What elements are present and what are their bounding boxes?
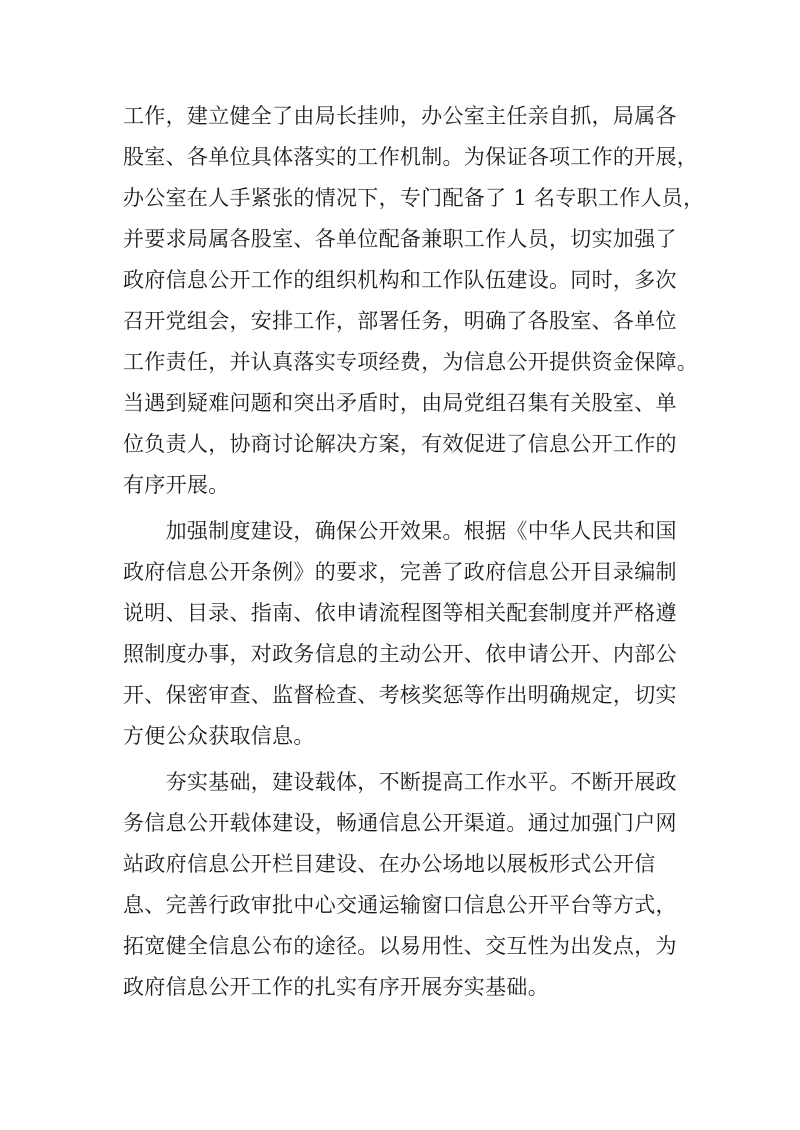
text-line: 股室、各单位具体落实的工作机制。为保证各项工作的开展， <box>123 145 699 169</box>
text-line: 工作责任，并认真落实专项经费，为信息公开提供资金保障。 <box>123 350 699 374</box>
text-line: 政府信息公开工作的组织机构和工作队伍建设。同时，多次 <box>123 268 677 292</box>
text-line: 开、保密审查、监督检查、考核奖惩等作出明确规定，切实 <box>123 683 677 707</box>
text-line: 政府信息公开工作的扎实有序开展夯实基础。 <box>123 975 549 999</box>
text-line: 说明、目录、指南、依申请流程图等相关配套制度并严格遵 <box>123 601 677 625</box>
text-line: 召开党组会，安排工作，部署任务，明确了各股室、各单位 <box>123 309 677 333</box>
text-line: 工作，建立健全了由局长挂帅，办公室主任亲自抓，局属各 <box>123 104 677 128</box>
text-line: 并要求局属各股室、各单位配备兼职工作人员，切实加强了 <box>123 227 677 251</box>
text-line: 位负责人，协商讨论解决方案，有效促进了信息公开工作的 <box>123 432 677 456</box>
text-line: 照制度办事，对政务信息的主动公开、依申请公开、内部公 <box>123 642 677 666</box>
paragraph-3 <box>123 762 693 1008</box>
paragraph-2 <box>123 511 693 757</box>
body-text <box>123 96 705 1008</box>
text-line: 政府信息公开条例》的要求，完善了政府信息公开目录编制 <box>123 560 677 584</box>
text-line: 务信息公开载体建设，畅通信息公开渠道。通过加强门户网 <box>123 811 677 835</box>
text-line: 有序开展。 <box>123 473 230 497</box>
text-line: 息、完善行政审批中心交通运输窗口信息公开平台等方式， <box>123 893 677 917</box>
text-line: 当遇到疑难问题和突出矛盾时，由局党组召集有关股室、单 <box>123 391 677 415</box>
text-line: 方便公众获取信息。 <box>123 724 315 748</box>
text-line: 拓宽健全信息公布的途径。以易用性、交互性为出发点，为 <box>123 934 677 958</box>
text-line: 办公室在人手紧张的情况下，专门配备了 1 名专职工作人员， <box>123 186 705 210</box>
text-line: 夯实基础，建设载体，不断提高工作水平。不断开展政 <box>123 770 677 794</box>
text-line: 站政府信息公开栏目建设、在办公场地以展板形式公开信 <box>123 852 656 876</box>
paragraph-1 <box>123 96 705 506</box>
text-line: 加强制度建设，确保公开效果。根据《中华人民共和国 <box>123 519 677 543</box>
